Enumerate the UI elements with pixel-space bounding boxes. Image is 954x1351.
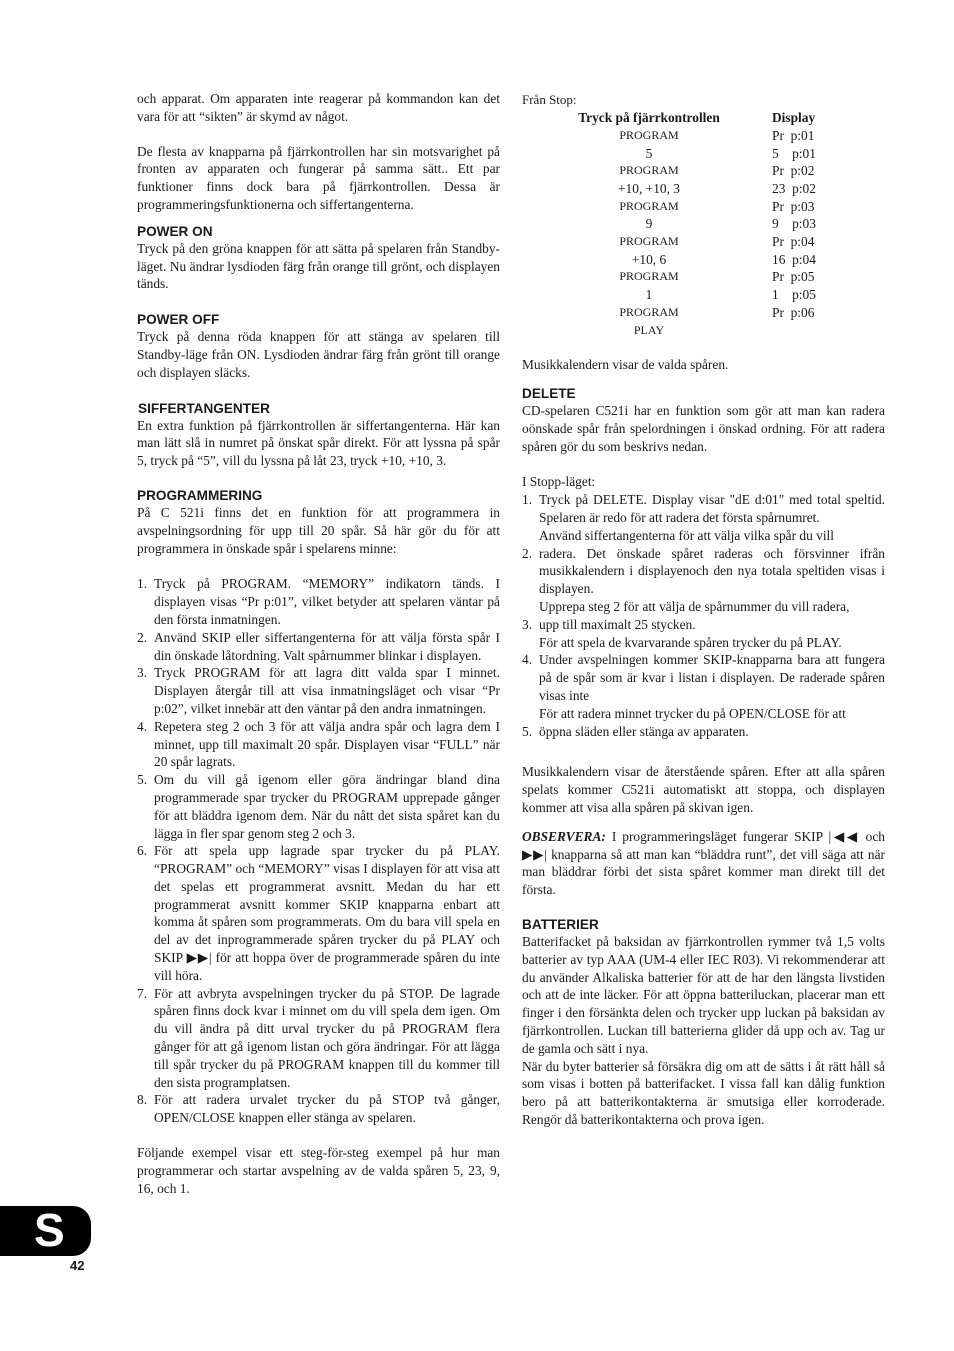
from-stop-label: Från Stop: (522, 92, 577, 107)
programmering-heading: PROGRAMMERING (137, 487, 263, 503)
table-row: 9 9 p:03 (645, 216, 816, 232)
batterier-text-2: När du byter batterier så försäkra dig om att de sätts i åt rätt håll så som visas i botten på batterifacket. I vissa fall kan dålig funktion bero på att batterikontakterna är smutsiga eller korroderade. Rengör då batterikontakterna och prova igen. (522, 1058, 885, 1127)
list-item: För att radera minnet trycker du på OPEN/CLOSE för att (539, 705, 846, 721)
list-item: 7. För att avbryta avspelningen trycker du på STOP. De lagrade spåren finns dock kvar i minnet om du vill spela dem igen. Om du vill ändra på ditt urval trycker du på PROGRAM flera gånger för att gå igenom listan och göra ändringar. För att lägga till spår trycker du på PROGRAM knappen till du kommer till den sista programplatsen. (137, 985, 500, 1090)
power-on-heading: POWER ON (137, 223, 213, 239)
batterier-text-1: Batterifacket på baksidan av fjärrkontrollen rymmer två 1,5 volts batterier av typ AAA (UM-4 eller IEC R03). Vi rekommenderar att du använder Alkaliska batterier för att de har den längsta livstiden och att de inte läcker. För att öppna batteriluckan, placerar man ett finger i den försänkta delen och trycker upp luckan på baksidan av fjärrkontrollen. Luckan till batterierna glider då upp och av. Tag ur de gamla och sätt i nya. (522, 933, 885, 1056)
table-row: PROGRAM Pr p:06 (619, 304, 815, 320)
observera-text: I programmeringsläget fungerar SKIP |◀◀ och ▶▶| knapparna så att man kan “bläddra runt”, det vill säga att när man bläddrar förbi det sista spåret kommer man direkt till det första. (522, 828, 885, 898)
list-item: Använd siffertangenterna för att välja vilka spår du vill (539, 527, 834, 543)
power-off-heading: POWER OFF (137, 312, 220, 328)
list-item: 5. Om du vill gå igenom eller göra ändringar bland dina programmerade spar trycker du PROGRAM upprepade gånger för att bläddra igenom dem. När du nått det sista spåret kan du lägga in fler spar genom steg 2 och 3. (137, 772, 500, 841)
siffertangenter-text: En extra funktion på fjärrkontrollen är siffertangenterna. Här kan man lätt slå in numret på önskat spår direkt. För att lyssna på spår 5, tryck på “5”, vill du lyssna på låt 23, tryck +10, +10, 3. (137, 417, 500, 469)
music-calendar-note: Musikkalendern visar de valda spåren. (522, 357, 729, 373)
table-row: +10, +10, 3 23 p:02 (618, 180, 816, 196)
table-row: PROGRAM Pr p:04 (619, 234, 815, 250)
stop-mode-label: I Stopp-läget: (522, 474, 596, 490)
siffertangenter-heading: SIFFERTANGENTER (138, 400, 270, 416)
list-item: För att spela de kvarvarande spåren trycker du på PLAY. (539, 634, 842, 650)
table-row: 1 1 p:05 (645, 287, 816, 303)
language-tab-letter: S (34, 1204, 65, 1256)
table-row: PROGRAM Pr p:02 (619, 163, 815, 179)
column-header-display: Display (772, 109, 816, 125)
delete-steps (522, 491, 885, 740)
list-item: 4. Repetera steg 2 och 3 för att välja andra spår och lagra dem I minnet, upp till maximalt 20 spår. Displayen visar “FULL” när 20 spår lagrats. (137, 718, 500, 770)
list-item: 2. radera. Det önskade spåret raderas och försvinner ifrån musikkalendern i displayenoch den nya totala speltiden visas i displayen. (522, 545, 885, 597)
batterier-heading: BATTERIER (522, 916, 599, 932)
table-row: 5 5 p:01 (645, 145, 816, 161)
list-item: 2. Använd SKIP eller siffertangenterna för att välja första spår I din önskade låtordning. Valt spårnummer blinkar i displayen. (137, 629, 500, 663)
list-item: 3. Tryck PROGRAM för att lagra ditt valda spar I minnet. Displayen återgår till att visa inmatningsläget och visar “Pr p:02”, vilket innebär att den väntar på den andra inmatningen. (137, 665, 500, 716)
table-row: +10, 6 16 p:04 (631, 251, 816, 267)
table-row: PLAY (633, 322, 665, 337)
list-item: 1. Tryck på DELETE. Display visar "dE d:01" med total speltid. Spelaren är redo för att radera det första spårnumret. (522, 492, 885, 526)
page-number: 42 (70, 1258, 85, 1273)
intro-paragraph-1: och apparat. Om apparaten inte reagerar på kommandon kan det vara för att “sikten” är skymd av något. (137, 91, 500, 124)
intro-paragraph-2: De flesta av knapparna på fjärrkontrollen har sin motsvarighet på fronten av apparaten och fungerar på samma sätt.. Ett par funktioner finns dock bara på fjärrkontrollen. Dessa är programmeringsfunktionerna och siffertangenterna. (137, 143, 500, 212)
language-tab (0, 1206, 91, 1256)
delete-text: CD-spelaren C521i har en funktion som gör att man kan radera oönskade spår från spelordningen i önskad ordning. För att radera spåren gör du som beskrivs nedan. (522, 403, 885, 454)
column-header-remote: Tryck på fjärrkontrollen (578, 109, 720, 125)
example-paragraph: Följande exempel visar ett steg-för-steg exempel på hur man programmerar och startar avspelning av de valda spåren 5, 23, 9, 16, och 1. (137, 1145, 500, 1196)
table-row: PROGRAM Pr p:03 (619, 198, 815, 214)
observera-label: OBSERVERA: (522, 828, 606, 844)
programming-steps (137, 575, 500, 1127)
programming-example-table (548, 109, 842, 339)
observera-paragraph (522, 828, 885, 899)
list-item: 8. För att radera urvalet trycker du på STOP två gånger, OPEN/CLOSE knappen eller stänga av spelaren. (137, 1092, 500, 1126)
remaining-tracks-text: Musikkalendern visar de återstående spåren. Efter att alla spåren spelats kommer C521i automatiskt att stoppa, och displayen kommer att visa alla spåren på skivan igen. (522, 764, 885, 815)
table-row: PROGRAM Pr p:01 (619, 127, 815, 143)
table-row: PROGRAM Pr p:05 (619, 269, 815, 285)
delete-heading: DELETE (522, 386, 576, 402)
list-item: 4. Under avspelningen kommer SKIP-knapparna bara att fungera på de spår som är kvar i listan i displayen. De raderade spåren visas inte (522, 652, 885, 703)
programmering-text: På C 521i finns det en funktion för att programmera in avspelningsordning för upp till 20 spår. Så här gör du för att programmera in önskade spår i spelarens minne: (137, 504, 500, 556)
list-item: 3. upp till maximalt 25 stycken. (522, 616, 696, 632)
list-item: 5. öppna släden eller stänga av apparaten. (522, 723, 749, 739)
power-off-text: Tryck på denna röda knappen för att stänga av spelaren till Standby-läge från ON. Lysdioden ändrar färg från grönt till orange och displayen släcks. (137, 329, 500, 380)
right-column (522, 91, 885, 1129)
list-item: 6. För att spela upp lagrade spar trycker du på PLAY. “PROGRAM” och “MEMORY” visas I displayen för att visa att det spelas ett programmerat avsnitt. Medan du har ett programmerat avsnitt kommer SKIP knapparna enbart att komma åt spåren som programmerats. Om du bara vill spela en del av det inprogrammerade spåren trycker du på PLAY och SKIP ▶▶| för att hoppa över de programmerade spåren du inte vill höra. (137, 843, 500, 983)
table-header-row (548, 109, 842, 127)
left-column (137, 90, 500, 1197)
list-item: Upprepa steg 2 för att välja de spårnummer du vill radera, (539, 599, 850, 614)
power-on-text: Tryck på den gröna knappen för att sätta på spelaren från Standby-läget. Nu ändrar lysdioden färg från orange till grönt, och displayen tänds. (137, 240, 500, 292)
list-item: 1. Tryck på PROGRAM. “MEMORY” indikatorn tänds. I displayen visas “Pr p:01”, vilket betyder att spelaren väntar på den första inmatningen. (137, 576, 500, 627)
